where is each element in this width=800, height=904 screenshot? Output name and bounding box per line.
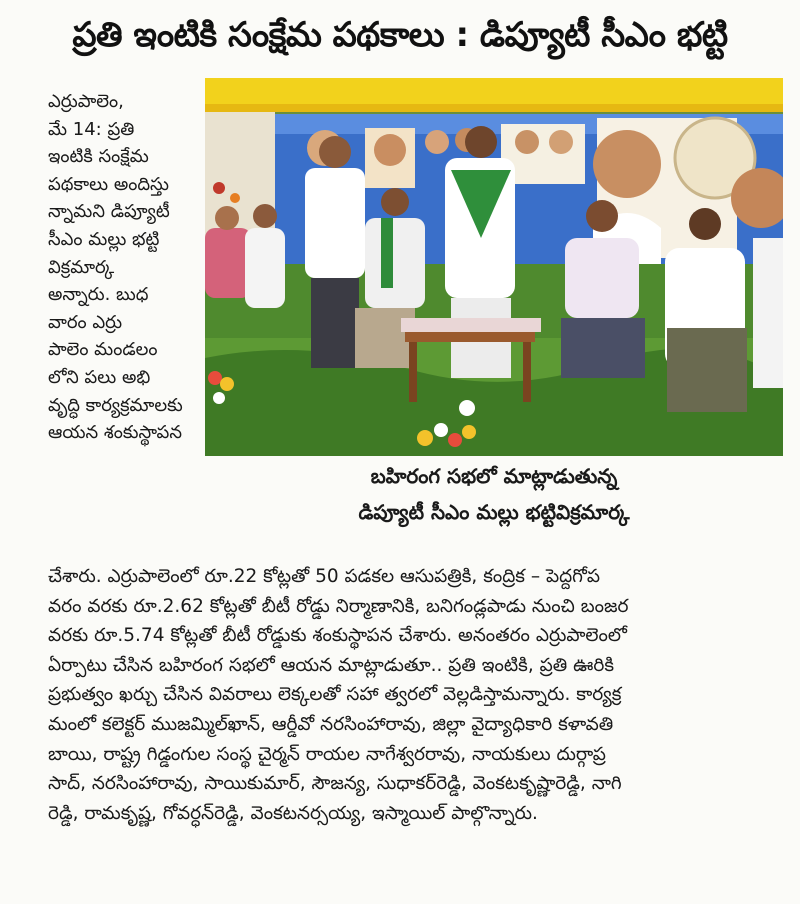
intro-line: ఆయన శంకుస్థాపన — [48, 422, 182, 444]
intro-line: లోని పలు అభి — [48, 366, 151, 388]
body-line: ఏర్పాటు చేసిన బహిరంగ సభలో ఆయన మాట్లాడుతూ.. ప్రతి ఇంటికి, ప్రతి ఊరికి — [48, 654, 614, 676]
news-photo — [205, 78, 783, 456]
intro-line: పాలెం మండలం — [48, 339, 158, 361]
intro-line: పథకాలు అందిస్తు — [48, 173, 169, 195]
body-line: బాయి, రాష్ట్ర గిడ్డంగుల సంస్థ చైర్మన్ రాయల నాగేశ్వరరావు, నాయకులు దుర్గాప్ర — [48, 743, 606, 765]
body-line: వరకు రూ.5.74 కోట్లతో బీటీ రోడ్డుకు శంకుస్థాపన చేశారు. అనంతరం ఎర్రుపాలెంలో — [48, 625, 627, 647]
intro-line: అన్నారు. బుధ — [48, 284, 149, 306]
intro-line: ఎర్రుపాలెం, — [48, 91, 124, 112]
intro-column — [48, 88, 198, 447]
body-line: రెడ్డి, రామకృష్ణ, గోవర్ధన్‌రెడ్డి, వెంకటనర్సయ్య, ఇస్మాయిల్ పాల్గొన్నారు. — [48, 802, 538, 824]
intro-line: ఇంటికి సంక్షేమ — [48, 146, 149, 168]
headline: ప్రతి ఇంటికి సంక్షేమ పథకాలు : డిప్యూటీ సీఎం భట్టి — [72, 15, 728, 55]
body-line: ప్రభుత్వం ఖర్చు చేసిన వివరాలు లెక్కలతో సహా త్వరలో వెల్లడిస్తామన్నారు. కార్యక్ర — [48, 684, 622, 706]
intro-line: న్నామని డిప్యూటీ — [48, 201, 170, 223]
body-line: వరం వరకు రూ.2.62 కోట్లతో బీటీ రోడ్డు నిర్మాణానికి, బనిగండ్లపాడు నుంచి బంజర — [48, 595, 629, 617]
article-body — [48, 562, 786, 828]
intro-line: విక్రమార్క — [48, 256, 115, 278]
intro-line: వృద్ధి కార్యక్రమాలకు — [48, 394, 183, 416]
body-line: సాద్, నరసింహారావు, సాయికుమార్, సౌజన్య, సుధాకర్‌రెడ్డి, వెంకటకృష్ణారెడ్డి, నాగి — [48, 773, 622, 795]
body-line: మంలో కలెక్టర్ ముజమ్మిల్‌ఖాన్, ఆర్డీవో నరసింహారావు, జిల్లా వైద్యాధికారి కళావతి — [48, 713, 614, 735]
intro-line: వారం ఎర్రు — [48, 311, 123, 333]
photo-caption — [205, 458, 783, 530]
body-line: చేశారు. ఎర్రుపాలెంలో రూ.22 కోట్లతో 50 పడకల ఆసుపత్రికి, కంద్రిక – పెద్దగోప — [48, 566, 601, 587]
intro-line: సీఎం మల్లు భట్టి — [48, 228, 160, 250]
caption-line: బహిరంగ సభలో మాట్లాడుతున్న — [370, 464, 618, 488]
intro-line: మే 14: ప్రతి — [48, 118, 135, 140]
caption-line: డిప్యూటీ సీఎం మల్లు భట్టివిక్రమార్క — [358, 500, 630, 524]
